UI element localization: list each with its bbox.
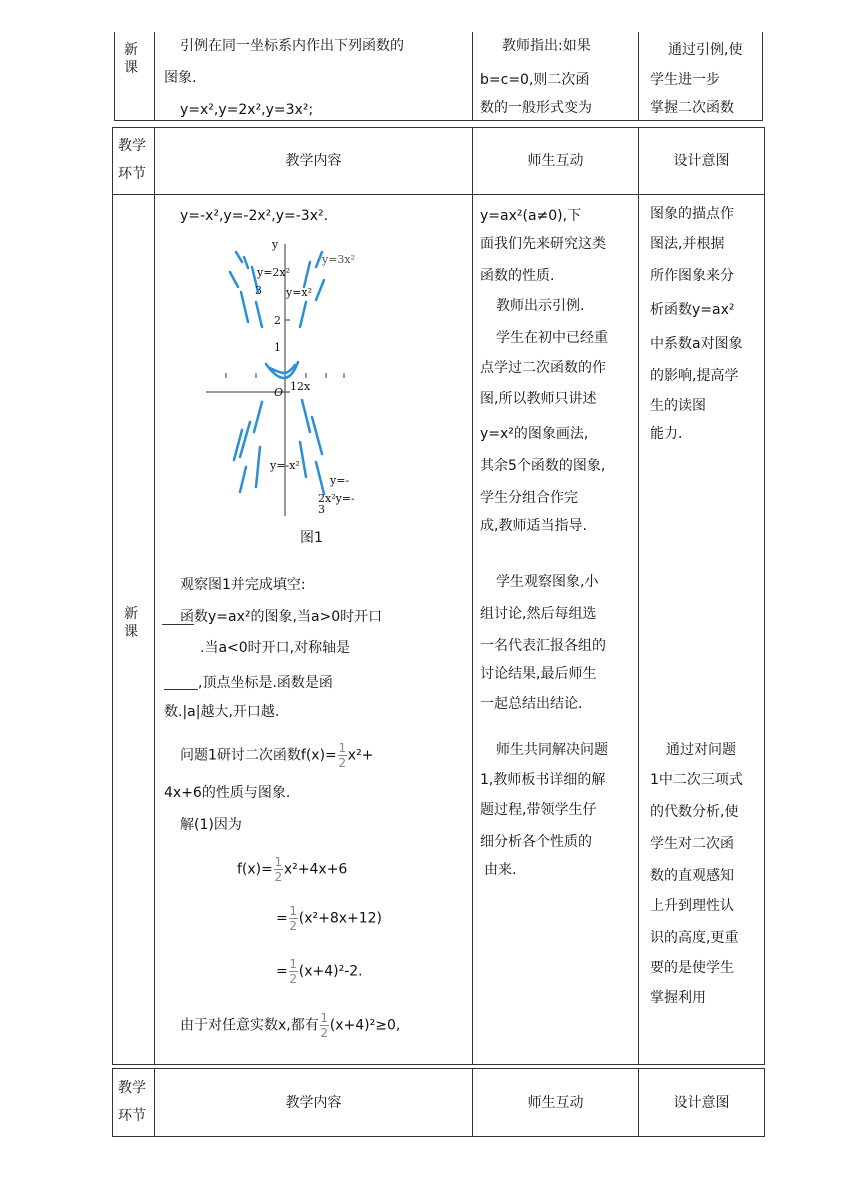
top-content-line: y=x²,y=2x²,y=3x²; <box>180 102 314 118</box>
content-line: 解(1)因为 <box>180 817 242 833</box>
header-content: 教学内容 <box>285 153 342 169</box>
fraction: $\frac{1}{2}$ <box>289 957 298 986</box>
content-line: 由于对任意实数x,都有 $\frac{1}{2}$ (x+4)²≥0, <box>180 1011 401 1040</box>
main-section-label: 新 <box>124 606 138 622</box>
intent-line: 所作图象来分 <box>650 268 734 284</box>
intent-line: 生的读图 <box>650 398 706 414</box>
top-intent-line: 通过引例,使 <box>668 42 743 58</box>
main-table-left-border <box>112 127 113 1065</box>
intent-line: 识的高度,更重 <box>650 930 739 946</box>
top-table-divider <box>472 32 473 120</box>
interaction-line: 其余5个函数的图象, <box>480 458 606 474</box>
intent-line: 图象的描点作 <box>650 206 734 222</box>
interaction-line: 师生共同解决问题 <box>496 742 608 758</box>
intent-line: 的影响,提高学 <box>650 368 739 384</box>
top-section-label: 课 <box>124 60 138 76</box>
top-interaction-line: b=c=0,则二次函 <box>480 72 590 88</box>
interaction-line: 组讨论,然后每组选 <box>480 606 597 622</box>
fig-label-2: 2 <box>274 314 281 327</box>
interaction-line: 学生在初中已经重 <box>496 330 608 346</box>
interaction-line: 教师出示引例. <box>496 298 585 314</box>
main-table-divider <box>154 127 155 1065</box>
fraction: $\frac{1}{2}$ <box>338 741 347 770</box>
header-content: 教学内容 <box>285 1095 342 1111</box>
top-intent-line: 掌握二次函数 <box>650 100 734 116</box>
intent-line: 能力. <box>650 426 683 442</box>
interaction-line: 函数的性质. <box>480 268 555 284</box>
header-intent: 设计意图 <box>673 1095 730 1111</box>
equation-line: = $\frac{1}{2}$ (x+4)²-2. <box>276 957 363 986</box>
top-intent-line: 学生进一步 <box>650 72 720 88</box>
intent-line: 掌握利用 <box>650 990 706 1006</box>
fig-label-neg-2x2: y=- <box>330 474 350 487</box>
header-interaction: 师生互动 <box>527 153 584 169</box>
bottom-table-right-border <box>764 1068 765 1137</box>
top-content-line: 引例在同一坐标系内作出下列函数的 <box>180 38 404 54</box>
fig-label-neg-x2: y=-x² <box>270 459 300 472</box>
interaction-line: 细分析各个性质的 <box>480 834 592 850</box>
fig-label-2x2: y=2x² <box>257 266 291 279</box>
bottom-table-top-border <box>112 1068 765 1069</box>
interaction-line: 讨论结果,最后师生 <box>480 666 597 682</box>
content-line: 4x+6的性质与图象. <box>164 785 291 801</box>
intent-line: 中系数a对图象 <box>650 336 743 352</box>
fig-label-x2: y=x² <box>286 286 313 299</box>
header-section: 教学 <box>118 1080 146 1096</box>
intent-line: 学生对二次函 <box>650 836 734 852</box>
fig-label-origin: O <box>274 386 284 399</box>
equation-line: f(x)= $\frac{1}{2}$ x²+4x+6 <box>237 855 348 884</box>
content-line: .当a<0时开口,对称轴是 <box>200 640 351 656</box>
equation-line: = $\frac{1}{2}$ (x²+8x+12) <box>276 904 383 933</box>
bottom-table-left-border <box>112 1068 113 1137</box>
header-intent: 设计意图 <box>673 153 730 169</box>
fig-label-3: 3 <box>255 284 262 297</box>
main-table-right-border <box>764 127 765 1065</box>
fig-label-1: 1 <box>274 341 281 354</box>
interaction-line: y=x²的图象画法, <box>480 426 589 442</box>
top-table-right-border <box>762 32 763 120</box>
problem-line <box>180 742 373 769</box>
fig-label-x: 12x <box>290 380 311 393</box>
interaction-line: 由来. <box>484 862 517 878</box>
fill-blank[interactable] <box>164 689 198 690</box>
main-table-bottom-border <box>112 1064 765 1065</box>
fraction: $\frac{1}{2}$ <box>289 904 298 933</box>
fig-label-neg-3: 3 <box>318 505 325 513</box>
interaction-line: 面我们先来研究这类 <box>480 236 606 252</box>
intent-line: 上升到理性认 <box>650 898 734 914</box>
fraction: $\frac{1}{2}$ <box>320 1011 329 1040</box>
interaction-line: 1,教师板书详细的解 <box>480 772 606 788</box>
interaction-line: 题过程,带领学生仔 <box>480 802 597 818</box>
content-line: 数.|a|越大,开口越. <box>164 704 280 720</box>
intent-line: 数的直观感知 <box>650 868 734 884</box>
top-interaction-line: 数的一般形式变为 <box>480 100 592 116</box>
intent-line: 析函数y=ax² <box>650 302 735 318</box>
interaction-line: y=ax²(a≠0),下 <box>480 208 582 224</box>
intent-line: 通过对问题 <box>666 742 736 758</box>
top-table-divider <box>638 32 639 120</box>
problem-text: 问题1研讨二次函数f(x)= <box>180 747 337 764</box>
fig-label-y: y <box>272 238 279 251</box>
top-table-left-border <box>114 32 115 120</box>
header-section: 环节 <box>118 1108 146 1124</box>
problem-text: x²+ <box>347 747 374 764</box>
main-table-top-border <box>112 127 765 128</box>
intent-line: 要的是使学生 <box>650 960 734 976</box>
header-interaction: 师生互动 <box>527 1095 584 1111</box>
content-line: y=-x²,y=-2x²,y=-3x². <box>180 208 329 224</box>
top-section-label: 新 <box>124 42 138 58</box>
interaction-line: 点学过二次函数的作 <box>480 360 606 376</box>
content-line: 函数y=ax²的图象,当a>0时开口 <box>180 609 383 625</box>
main-table-divider <box>638 127 639 1065</box>
top-table-divider <box>154 32 155 120</box>
top-content-line: 图象. <box>164 70 197 86</box>
intent-line: 图法,并根据 <box>650 236 725 252</box>
top-interaction-line: 教师指出:如果 <box>502 38 591 54</box>
interaction-line: 一起总结出结论. <box>480 696 583 712</box>
header-section: 环节 <box>118 166 146 182</box>
intent-line: 1中二次三项式 <box>650 772 743 788</box>
content-line: ,顶点坐标是.函数是函 <box>198 675 333 691</box>
main-table-header-bottom <box>112 194 765 195</box>
top-table-bottom-border <box>114 120 763 121</box>
interaction-line: 学生观察图象,小 <box>496 574 599 590</box>
fraction: $\frac{1}{2}$ <box>274 855 283 884</box>
interaction-line: 一名代表汇报各组的 <box>480 638 606 654</box>
fig-label-neg-2x2b: 2x²y=- <box>318 492 355 505</box>
interaction-line: 学生分组合作完 <box>480 490 578 506</box>
main-table-divider <box>472 127 473 1065</box>
bottom-table-bottom-border <box>112 1136 765 1137</box>
content-line: 观察图1并完成填空: <box>180 577 306 593</box>
figure-caption: 图1 <box>300 530 323 546</box>
main-section-label: 课 <box>124 624 138 640</box>
intent-line: 的代数分析,使 <box>650 804 739 820</box>
interaction-line: 成,教师适当指导. <box>480 518 587 534</box>
fig-label-3x2: y=3x² <box>322 253 356 266</box>
header-section: 教学 <box>118 138 146 154</box>
interaction-line: 图,所以教师只讲述 <box>480 391 597 407</box>
